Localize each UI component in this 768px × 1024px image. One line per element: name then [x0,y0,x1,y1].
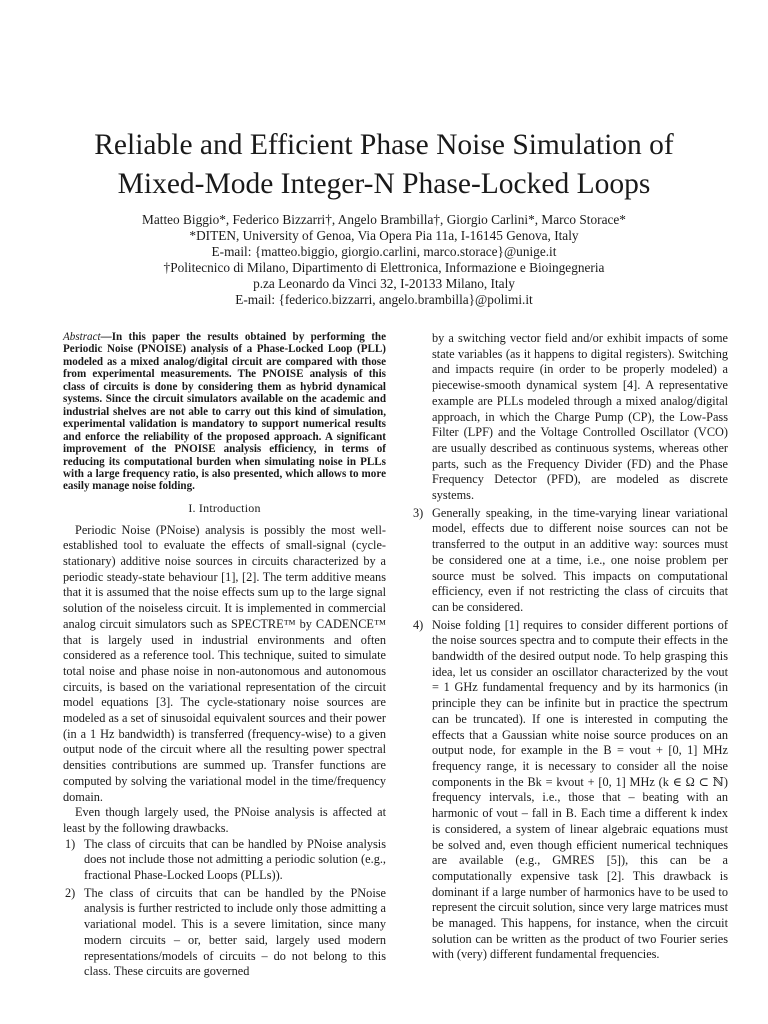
abstract [63,331,386,493]
intro-paragraph-2: Even though largely used, the PNoise analysis is affected at least by the following drawbacks. [63,805,386,835]
affiliation-2: †Politecnico di Milano, Dipartimento di Elettronica, Informazione e Bioingegneria [163,260,605,276]
list-item: 4) Noise folding [1] requires to consider different portions of the noise sources spectra and to compute their effects in the bandwidth of the desired output node. To help grasping this idea, let us consider an oscillator characterized by the νout = 1 GHz fundamental frequency and by its harmonics (in principle they can be infinite but in practice the spectrum can be truncated). If one is interested in computing the effects that a Gaussian white noise source produces on an output node, for example in the B = νout + [0, 1] MHz frequency range, it is necessary to consider all the noise components in the Bk = kνout + [0, 1] MHz (k ∈ Ω ⊂ ℕ) frequency intervals, i.e., those that – beating with an harmonic of νout – fall in B. Each time a different k index is considered, a system of linear algebraic equations must be solved and, even though efficient numerical techniques are available (e.g., GMRES [5]), this can be a computationally expensive task [2]. This drawback is dominant if a large number of harmonics have to be used to represent the circuit solution, since very large matrices must be managed. This happens, for instance, when the circuit solution can be written as the product of two Fourier series with (very) different fundamental frequencies. [413,617,728,962]
list-item: 1) The class of circuits that can be handled by PNoise analysis does not include those not admitting a periodic solution (e.g., fractional Phase-Locked Loops (PLLs)). [65,836,386,883]
drawbacks-list [63,837,386,980]
email-2: E-mail: {federico.bizzarri, angelo.brambilla}@polimi.it [235,292,533,308]
intro-paragraph-1: Periodic Noise (PNoise) analysis is possibly the most well-established tool to evaluate the effects of small-signal (cycle-stationary) additive noise sources in circuits characterized by a periodic steady-state behaviour [1], [2]. The term additive means that it is assumed that the noise effects sum up to the large signal solution of the noiseless circuit. It is implemented in commercial analog circuit simulators such as SPECTRE™ by CADENCE™ that is largely used in industrial environments and often considered as a reference tool. This technique, suited to simulate total noise and phase noise in non-autonomous and autonomous circuits, is based on the variational representation of the circuit model equations [3]. The cycle-stationary noise sources are modeled as a set of sinusoidal equivalent sources and their power (in a 1 Hz bandwidth) is transferred (frequency-wise) to a given output node of the circuit where all the resulting power spectral densities contributions are summed up. Transfer functions are computed by solving the variational model in the time/frequency domain. [63,522,386,804]
section-heading: I. Introduction [188,500,261,515]
author-block [60,212,708,309]
list-item-text: The class of circuits that can be handled by the PNoise analysis is further restricted to include only those admitting a variational model. This is a severe limitation, since many modern circuits – or, better said, largely used modern representations/models of circuits – do not belong to this class. These circuits are governed [84,885,386,979]
list-item: 3) Generally speaking, in the time-varying linear variational model, effects due to different noise sources can not be transferred to the output in an additive way: sources must be considered one at a time, i.e., one noise problem per source must be solved. This impacts on computational efficiency, even if not restricting the class of circuits that can be considered. [413,505,728,614]
title-line-1: Reliable and Efficient Phase Noise Simulation of [94,129,674,161]
left-column [63,331,386,982]
abstract-label: Abstract [63,331,101,343]
author-names: Matteo Biggio*, Federico Bizzarri†, Angelo Brambilla†, Giorgio Carlini*, Marco Storace* [142,212,626,227]
list-item-text: Generally speaking, in the time-varying linear variational model, effects due to different noise sources can not be transferred to the output in an additive way: sources must be considered one at a time, i.e., one noise problem per source must be solved. This impacts on computational efficiency, even if not restricting the class of circuits that can be considered. [432,505,728,614]
paper-title [40,126,728,204]
email-1: E-mail: {matteo.biggio, giorgio.carlini, marco.storace}@unige.it [211,244,557,260]
title-line-2: Mixed-Mode Integer-N Phase-Locked Loops [117,168,651,200]
list-item: 2) The class of circuits that can be handled by the PNoise analysis is further restricted to include only those admitting a variational model. This is a severe limitation, since many modern circuits – or, better said, largely used modern representations/models of circuits – do not belong to this class. These circuits are governed [65,885,386,979]
address-2: p.za Leonardo da Vinci 32, I-20133 Milano, Italy [253,276,515,292]
affiliation-1: *DITEN, University of Genoa, Via Opera Pia 11a, I-16145 Genova, Italy [189,228,579,244]
right-column [411,331,728,965]
list-item-continuation: by a switching vector field and/or exhibit impacts of some state variables (as it happens to digital registers). Switching and impacts require (in order to be properly modeled) a piecewise-smooth dynamical system [4]. A representative example are PLLs modeled through a mixed analog/digital approach, in which the Charge Pump (CP), the Low-Pass Filter (LPF) and the Voltage Controlled Oscillator (VCO) are usually described as continuous systems, whereas other parts, such as the Frequency Divider (FD) and the Phase Frequency Detector (PFD), are modeled as discrete systems. [432,331,728,503]
drawbacks-list-continued [411,506,728,963]
list-item-text: Noise folding [1] requires to consider different portions of the noise sources spectra and to compute their effects in the bandwidth of the desired output node. To help grasping this idea, let us consider an oscillator characterized by the νout = 1 GHz fundamental frequency and by its harmonics (in principle they can be infinite but in practice the spectrum can be truncated). If one is interested in computing the effects that a Gaussian white noise source produces on an output node, for example in the B = νout + [0, 1] MHz frequency range, it is necessary to consider all the noise components in the Bk = kνout + [0, 1] MHz (k ∈ Ω ⊂ ℕ) frequency intervals, i.e., those that – beating with an harmonic of νout – fall in B. Each time a different k index is considered, a system of linear algebraic equations must be solved and, even though efficient numerical techniques are available (e.g., GMRES [5]), this can be a computationally expensive task [2]. This drawback is dominant if a large number of harmonics have to be used to represent the circuit solution, since very large matrices must be managed. This happens, for instance, when the circuit solution can be written as the product of two Fourier series with (very) different fundamental frequencies. [432,617,728,962]
abstract-text: —In this paper the results obtained by performing the Periodic Noise (PNOISE) analysis of a Phase-Locked Loop (PLL) modeled as a mixed analog/digital circuit are compared with those from experimental measurements. The PNOISE analysis of this class of circuits is done by considering them as hybrid dynamical systems. Since the circuit simulators available on the academic and industrial shelves are not able to carry out this kind of simulation, experimental validation is mandatory to support numerical results and enforce the reliability of the proposed approach. A significant improvement of the PNOISE analysis efficiency, in terms of reducing its computational burden when simulating noise in PLLs with a large frequency ratio, is also presented, which allows to more easily manage noise folding. [63,331,386,493]
list-item-text: The class of circuits that can be handled by PNoise analysis does not include those not admitting a periodic solution (e.g., fractional Phase-Locked Loops (PLLs)). [84,836,386,883]
